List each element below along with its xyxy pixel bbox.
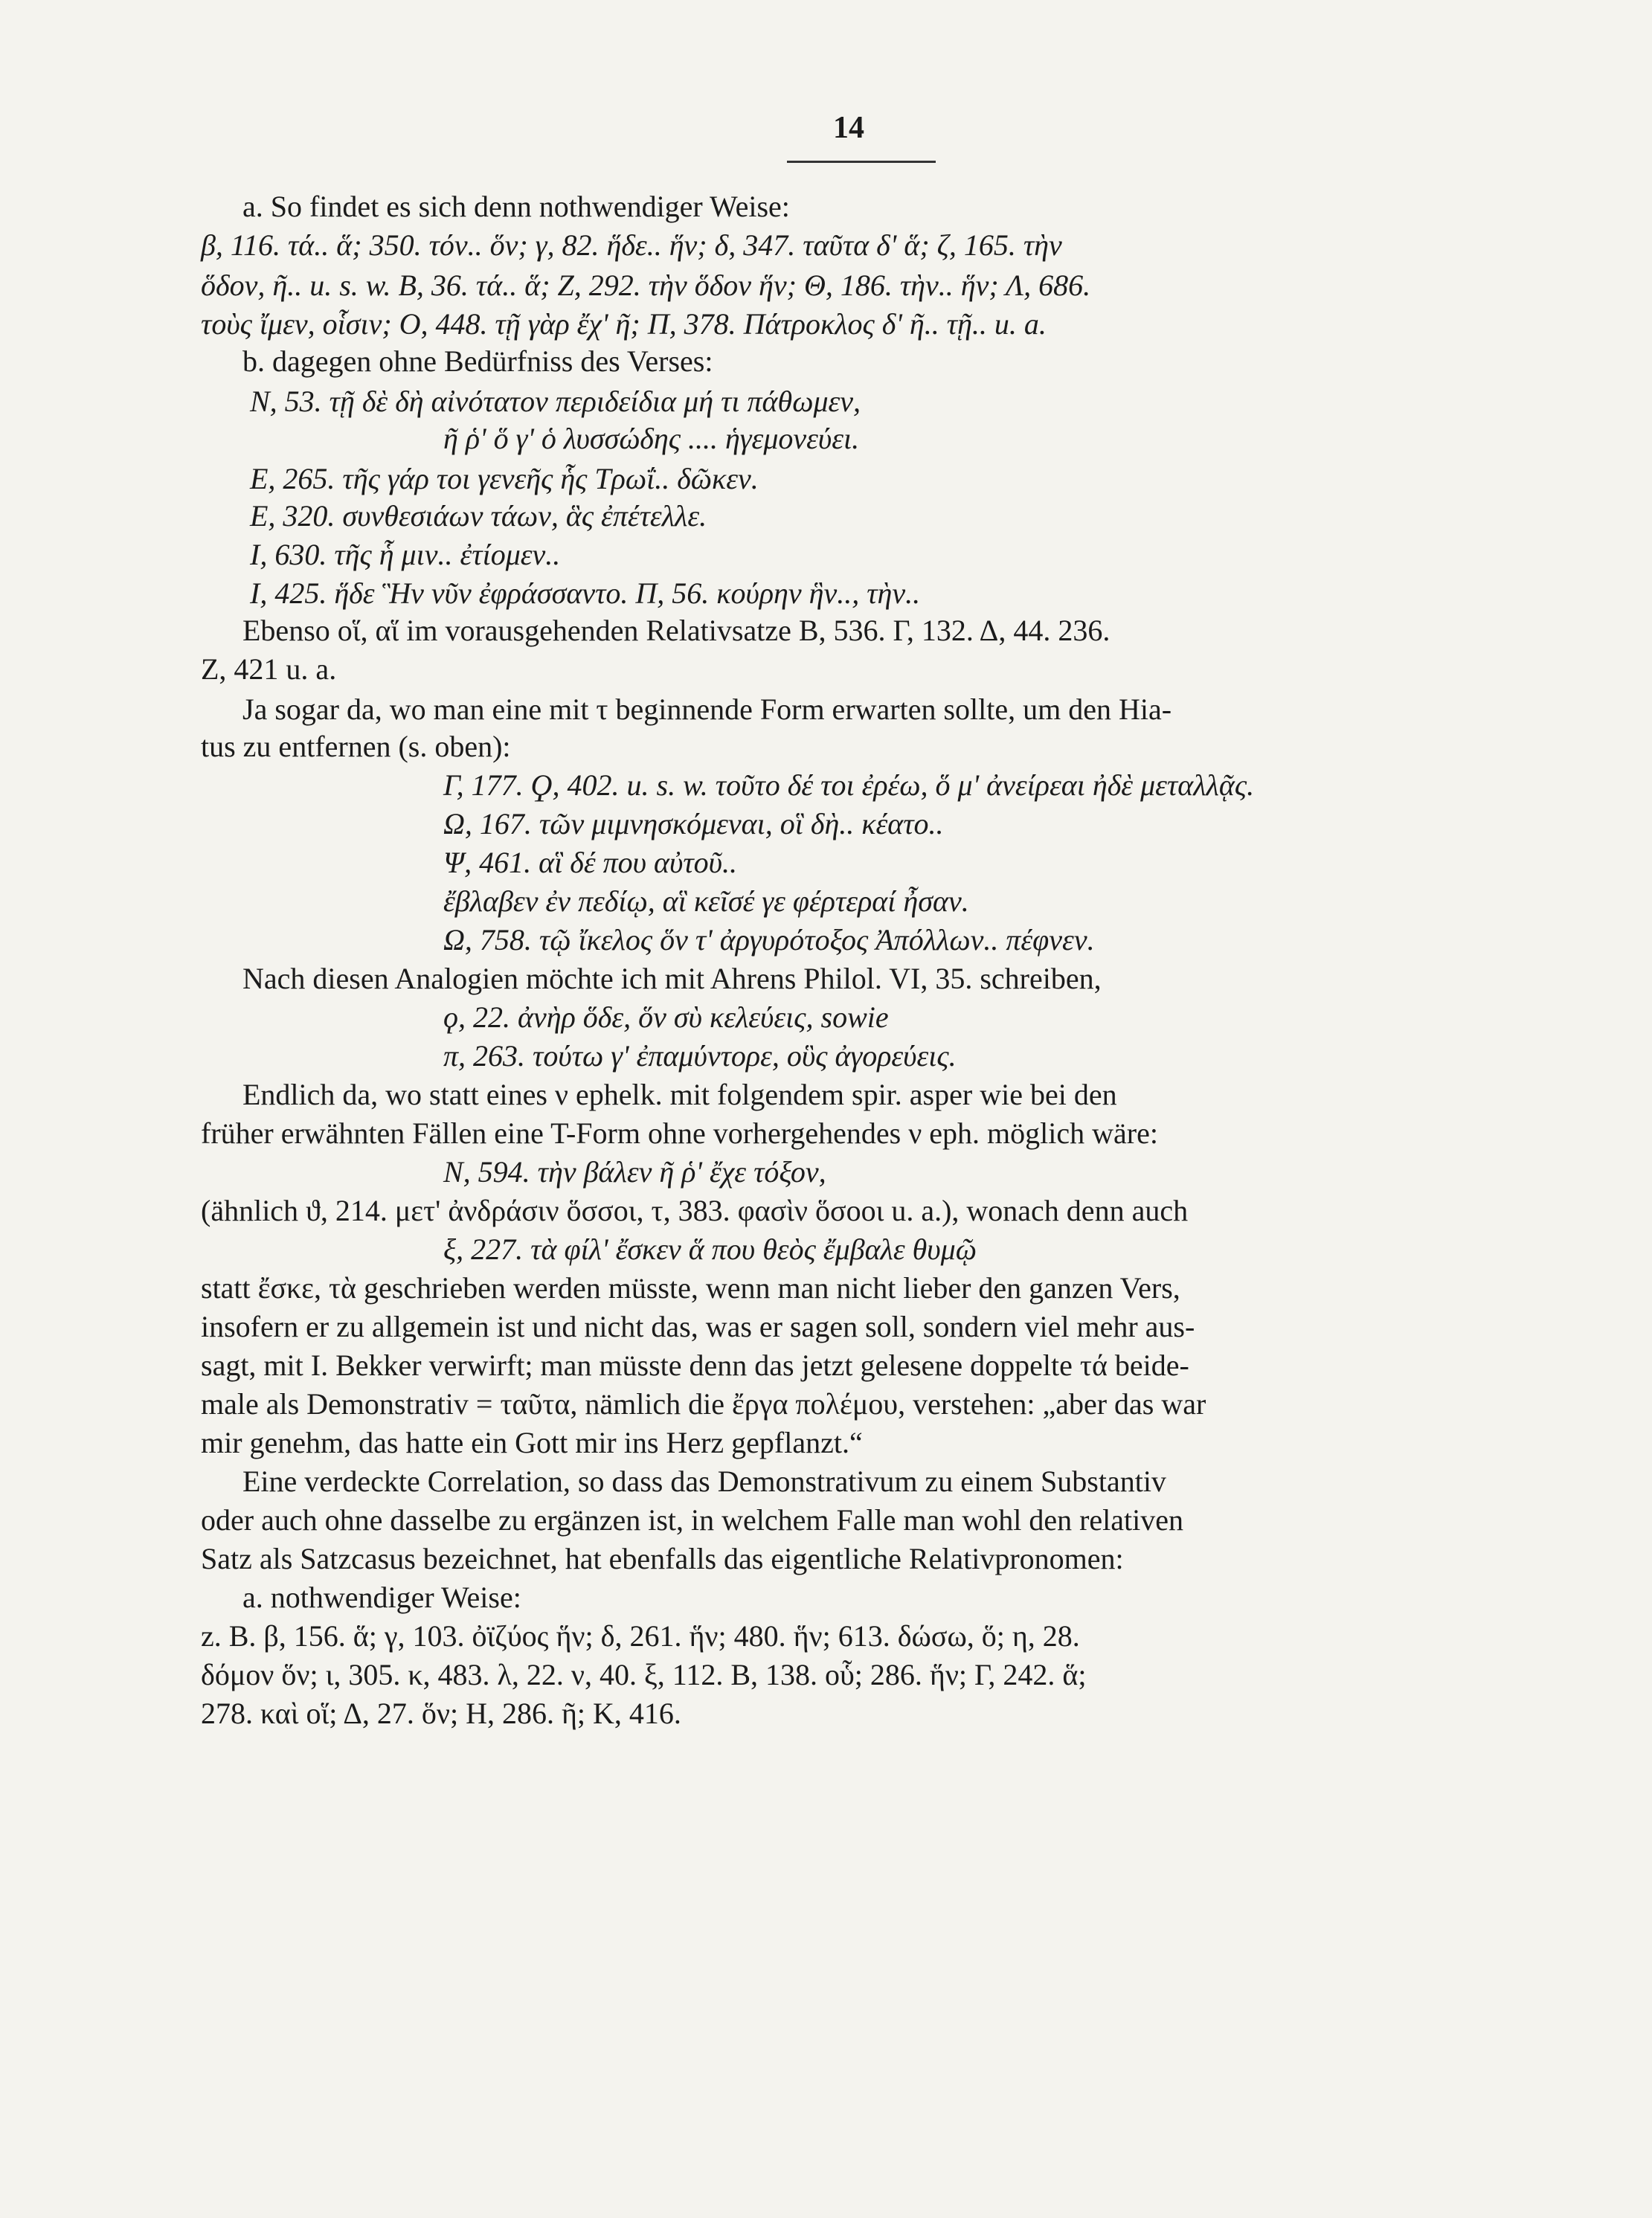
text-line: b. dagegen ohne Bedürfniss des Verses: [242, 344, 713, 378]
text-line: 278. καὶ οἵ; Δ, 27. ὅν; H, 286. ῆ; K, 416. [201, 1697, 681, 1730]
page-number-rule [787, 161, 936, 163]
text-line: Ja sogar da, wo man eine mit τ beginnende Form erwarten sollte, um den Hia- [242, 692, 1172, 726]
text-line: ἔβλαβεν ἐν πεδίῳ, αἳ κεῖσέ γε φέρτεραί ἦσαν. [443, 884, 969, 918]
text-line: N, 594. τὴν βάλεν ῆ ῥ' ἔχε τόξον, [443, 1155, 826, 1189]
text-line: Γ, 177. Ϙ, 402. u. s. w. τοῦτο δέ τοι ἐρέω, ὅ μ' ἀνείρεαι ἠδὲ μεταλλᾷς. [443, 768, 1255, 802]
text-line: Nach diesen Analogien möchte ich mit Ahrens Philol. VI, 35. schreiben, [242, 962, 1102, 995]
text-line: ϙ, 22. ἀνὴρ ὅδε, ὅν σὺ κελεύεις, sowie [443, 1000, 889, 1034]
text-line: Eine verdeckte Correlation, so dass das Demonstrativum zu einem Substantiv [242, 1465, 1166, 1498]
text-line: a. nothwendiger Weise: [242, 1581, 521, 1614]
text-line: π, 263. τούτω γ' ἐπαμύντορε, οὓς ἀγορεύεις. [443, 1039, 957, 1073]
text-line: δόμον ὅν; ι, 305. κ, 483. λ, 22. ν, 40. ξ, 112. B, 138. οὗ; 286. ἥν; Γ, 242. ἅ; [201, 1658, 1087, 1691]
text-line: früher erwähnten Fällen eine T-Form ohne vorhergehendes ν eph. möglich wäre: [201, 1116, 1158, 1150]
text-line: Ω, 758. τῷ ἴκελος ὅν τ' ἀργυρότοξος Ἀπόλλων.. πέφνεν. [443, 923, 1095, 957]
text-line: E, 320. συνθεσιάων τάων, ἃς ἐπέτελλε. [250, 499, 707, 533]
text-line: ξ, 227. τὰ φίλ' ἔσκεν ἅ που θεὸς ἔμβαλε θυμῷ [443, 1232, 977, 1266]
text-line: sagt, mit I. Bekker verwirft; man müsste denn das jetzt gelesene doppelte τά beide- [201, 1349, 1189, 1382]
text-line: Z, 421 u. a. [201, 652, 337, 686]
text-line: insofern er zu allgemein ist und nicht das, was er sagen soll, sondern viel mehr aus- [201, 1310, 1195, 1343]
text-line: Satz als Satzcasus bezeichnet, hat ebenfalls das eigentliche Relativpronomen: [201, 1542, 1124, 1575]
text-line: Ω, 167. τῶν μιμνησκόμεναι, οἳ δὴ.. κέατο.. [443, 807, 944, 840]
text-line: I, 425. ἥδε Ἣν νῦν ἐφράσσαντο. Π, 56. κούρην ἣν.., τὴν.. [250, 576, 921, 610]
text-line: ῆ ῥ' ὅ γ' ὁ λυσσώδης .... ἡγεμονεύει. [443, 422, 860, 455]
text-line: Endlich da, wo statt eines ν ephelk. mit folgendem spir. asper wie bei den [242, 1078, 1117, 1111]
text-line: I, 630. τῆς ἧ μιν.. ἐτίομεν.. [250, 538, 561, 571]
text-line: mir genehm, das hatte ein Gott mir ins Herz gepflanzt.“ [201, 1426, 863, 1459]
text-line: male als Demonstrativ = ταῦτα, nämlich die ἔργα πολέμου, verstehen: „aber das war [201, 1387, 1206, 1421]
text-line: N, 53. τῇ δὲ δὴ αἰνότατον περιδείδια μή τι πάθωμεν, [250, 385, 861, 418]
text-line: τοὺς ἴμεν, οἷσιν; O, 448. τῇ γὰρ ἔχ' ῆ; Π, 378. Πάτροκλος δ' ῆ.. τῇ.. u. a. [201, 307, 1047, 341]
text-line: a. So findet es sich denn nothwendiger Weise: [242, 190, 790, 223]
text-line: z. B. β, 156. ἅ; γ, 103. ὀϊζύος ἥν; δ, 261. ἥν; 480. ἥν; 613. δώσω, ὅ; η, 28. [201, 1619, 1080, 1653]
text-line: ὅδον, ῆ.. u. s. w. B, 36. τά.. ἅ; Z, 292. τὴν ὅδον ἥν; Θ, 186. τὴν.. ἥν; Λ, 686. [201, 269, 1091, 302]
page-number: 14 [833, 111, 864, 145]
text-line: statt ἔσκε, τὰ geschrieben werden müsste, wenn man nicht lieber den ganzen Vers, [201, 1271, 1180, 1305]
bleed-through-text [193, 201, 200, 229]
text-line: tus zu entfernen (s. oben): [201, 730, 511, 763]
text-line: (ähnlich ϑ, 214. μετ' ἀνδράσιν ὅσσοι, τ, 383. φασὶν ὅσοοι u. a.), wonach denn auch [201, 1194, 1189, 1227]
text-line: β, 116. τά.. ἅ; 350. τόν.. ὅν; γ, 82. ἥδε.. ἥν; δ, 347. ταῦτα δ' ἅ; ζ, 165. τὴν [201, 228, 1062, 262]
text-line: E, 265. τῆς γάρ τοι γενεῆς ἧς Τρωΐ.. δῶκεν. [250, 462, 759, 495]
text-line: oder auch ohne dasselbe zu ergänzen ist, in welchem Falle man wohl den relativen [201, 1503, 1184, 1537]
text-line: Ψ, 461. αἳ δέ που αὐτοῦ.. [443, 846, 738, 879]
text-line: Ebenso οἵ, αἵ im vorausgehenden Relativsatze B, 536. Γ, 132. Δ, 44. 236. [242, 614, 1111, 647]
